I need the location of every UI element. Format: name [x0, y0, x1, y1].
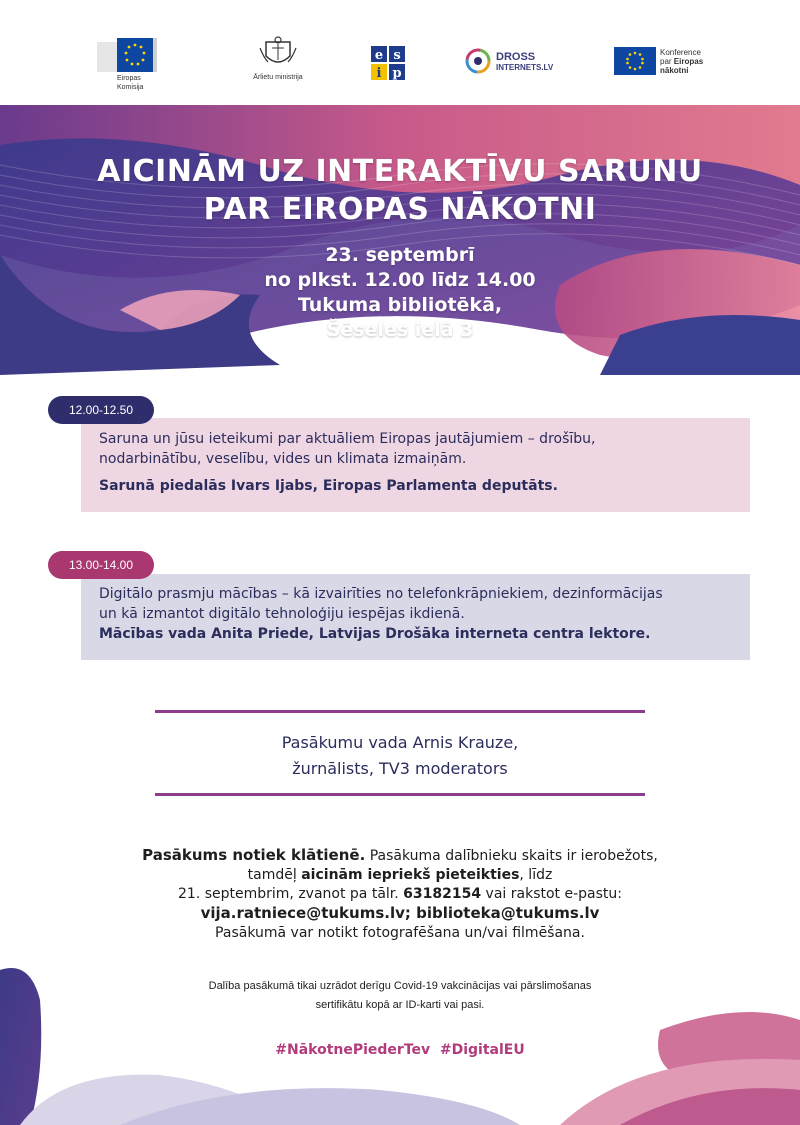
session-1-time-badge: 12.00-12.50	[48, 396, 154, 424]
info-or-email: vai rakstot e-pastu:	[481, 886, 622, 902]
session-1-line-1: Saruna un jūsu ieteikumi par aktuāliem Eiropas jautājumiem – drošību,	[99, 431, 596, 447]
conference-text-3: Eiropas	[673, 56, 704, 66]
conference-text-1: Konference	[660, 47, 701, 57]
event-address: Šēseles ielā 3	[326, 319, 474, 341]
session-1-speaker: Sarunā piedalās Ivars Ijabs, Eiropas Parlamenta deputāts.	[99, 478, 558, 494]
hero-title-line-1: AICINĀM UZ INTERAKTĪVU SARUNU	[97, 154, 703, 189]
event-venue: Tukuma bibliotēkā,	[297, 294, 503, 316]
host-line-2: žurnālists, TV3 moderators	[292, 759, 508, 778]
ministry-logo	[248, 36, 308, 86]
divider-bottom	[155, 793, 645, 796]
esip-letter-s: s	[393, 48, 401, 63]
ec-text-2: Komisija	[117, 84, 144, 91]
eu-flag-icon	[614, 47, 656, 75]
coat-of-arms-icon	[258, 36, 298, 70]
esip-letter-e: e	[374, 48, 384, 63]
session-box-2	[81, 574, 750, 660]
conference-text-2: par	[660, 56, 672, 66]
info-photo-notice: Pasākumā var notikt fotografēšana un/vai filmēšana.	[215, 925, 585, 941]
conference-logo	[614, 44, 714, 78]
registration-info	[0, 846, 800, 943]
hero-title	[0, 153, 800, 229]
hero-banner	[0, 105, 800, 375]
dross-text-1: DROSS	[496, 50, 536, 63]
conference-text-4: nākotni	[660, 65, 689, 75]
info-until: , līdz	[519, 867, 553, 883]
divider-top	[155, 710, 645, 713]
info-register-call: aicinām iepriekš pieteikties	[301, 867, 520, 883]
event-time: no plkst. 12.00 līdz 14.00	[264, 269, 536, 291]
info-phone: 63182154	[403, 886, 482, 902]
session-box-1	[81, 418, 750, 512]
ec-text-1: Eiropas	[117, 75, 141, 82]
hashtags: #NākotnePiederTev #DigitalEU	[275, 1042, 525, 1058]
info-emails[interactable]: vija.ratniece@tukums.lv; biblioteka@tukums.lv	[200, 904, 600, 922]
info-in-person: Pasākums notiek klātienē.	[142, 846, 366, 864]
session-2-line-2: un kā izmantot digitālo tehnoloģiju iespējas ikdienā.	[99, 606, 465, 622]
covid-notice	[0, 977, 800, 1015]
esip-letter-p: p	[392, 66, 402, 80]
dross-ring-icon	[464, 47, 492, 75]
info-limited: Pasākuma dalībnieku skaits ir ierobežots,	[365, 848, 658, 864]
covid-line-2: sertifikātu kopā ar ID-karti vai pasi.	[315, 999, 485, 1011]
info-deadline: 21. septembrim, zvanot pa tālr.	[178, 886, 404, 902]
session-2-speaker: Mācības vada Anita Priede, Latvijas Drošāka interneta centra lektore.	[99, 626, 651, 642]
session-2-line-1: Digitālo prasmju mācības – kā izvairīties no telefonkrāpniekiem, dezinformācijas	[99, 586, 663, 602]
logo-row	[0, 0, 800, 105]
event-details	[0, 243, 800, 343]
hero-title-line-2: PAR EIROPAS NĀKOTNI	[203, 192, 597, 227]
dross-internets-logo	[464, 36, 564, 86]
host-line-1: Pasākumu vada Arnis Krauze,	[281, 733, 519, 752]
info-therefore: tamdēļ	[247, 867, 302, 883]
esip-letter-i: i	[376, 66, 382, 80]
covid-line-1: Dalība pasākumā tikai uzrādot derīgu Covid-19 vakcinācijas vai pārslimošanas	[208, 980, 592, 992]
european-commission-logo	[97, 36, 167, 91]
host-info	[0, 730, 800, 782]
ministry-text: Ārlietu ministrija	[253, 74, 303, 81]
dross-text-2: INTERNETS.LV	[496, 62, 554, 72]
esip-logo	[371, 45, 407, 81]
session-1-line-2: nodarbinātību, veselību, vides un klimata izmaiņām.	[99, 451, 467, 467]
session-2-time-badge: 13.00-14.00	[48, 551, 154, 579]
esip-icon	[371, 46, 405, 80]
event-date: 23. septembrī	[325, 244, 475, 266]
